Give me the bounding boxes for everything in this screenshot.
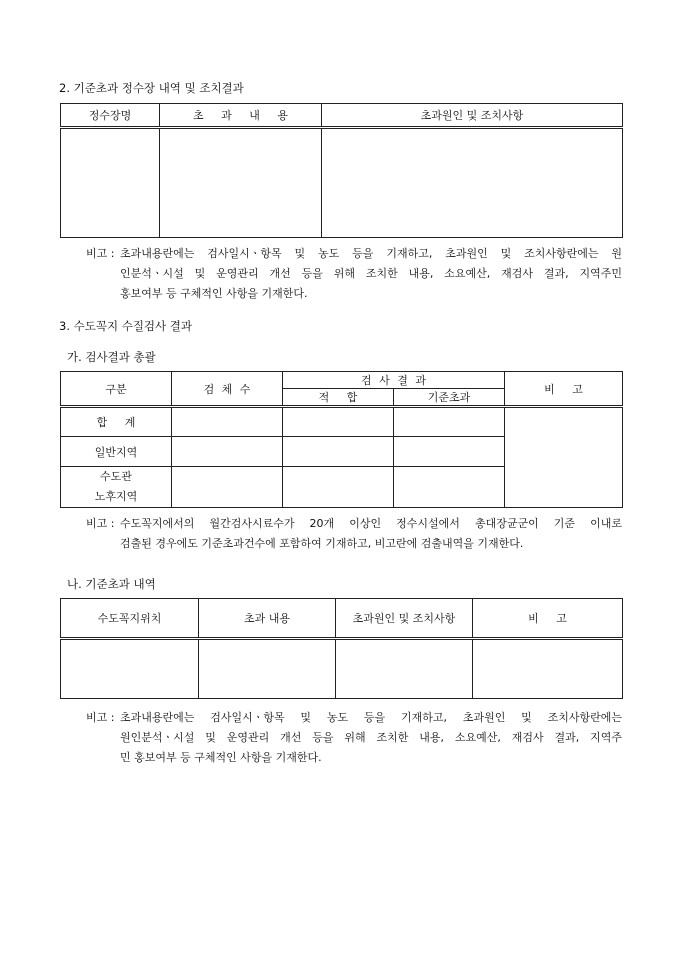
exceed-table	[60, 598, 623, 699]
cell-exceed-content[interactable]	[160, 128, 322, 238]
note-label: 비고 :	[86, 711, 115, 724]
header-exceed: 기준초과	[394, 389, 505, 407]
cell-remarks[interactable]	[473, 639, 623, 699]
header-pass: 적 합	[283, 389, 394, 407]
header-gubun: 구분	[61, 372, 172, 407]
header-remarks: 비 고	[505, 372, 623, 407]
note-line: 인분석ㆍ시설 및 운영관리 개선 등을 위해 조치한 내용, 소요예산, 재검사 결과, 지역주민	[120, 267, 622, 280]
note-label: 비고 :	[86, 517, 115, 530]
cell-total-exceed[interactable]	[394, 407, 505, 437]
cell-general-pass[interactable]	[283, 437, 394, 467]
cell-cause-action[interactable]	[336, 639, 473, 699]
row-label-general: 일반지역	[61, 437, 172, 467]
section3a-heading: 가. 검사결과 총괄	[67, 350, 156, 364]
note-line: 홍보여부 등 구체적인 사항을 기재한다.	[120, 287, 308, 300]
summary-table	[60, 371, 623, 508]
section3-heading: 3. 수도꼭지 수질검사 결과	[59, 319, 193, 333]
row-label-total: 합 계	[61, 407, 172, 437]
note-line: 원인분석ㆍ시설 및 운영관리 개선 등을 위해 조치한 내용, 소요예산, 재검사 결과, 지역주	[120, 731, 622, 744]
section3b-note	[86, 708, 622, 768]
note-label: 비고 :	[86, 247, 115, 260]
cell-remarks[interactable]	[505, 407, 623, 508]
note-line: 초과내용란에는 검사일시ㆍ항목 및 농도 등을 기재하고, 초과원인 및 조치사항란에는	[120, 711, 622, 724]
cell-plant-name[interactable]	[61, 128, 160, 238]
note-line: 검출된 경우에도 기준초과건수에 포함하여 기재하고, 비고란에 검출내역을 기재한다.	[120, 537, 524, 550]
section2-table	[60, 103, 623, 238]
header-exceed-content: 초 과 내 용	[160, 104, 322, 128]
cell-aged-count[interactable]	[172, 467, 283, 508]
header-test-result: 검 사 결 과	[283, 372, 505, 389]
cell-general-count[interactable]	[172, 437, 283, 467]
header-cause-action: 초과원인 및 조치사항	[322, 104, 623, 128]
section2-heading: 2. 기준초과 정수장 내역 및 조치결과	[59, 81, 244, 95]
cell-total-pass[interactable]	[283, 407, 394, 437]
cell-aged-pass[interactable]	[283, 467, 394, 508]
section3b-heading: 나. 기준초과 내역	[67, 577, 156, 591]
header-cause-action: 초과원인 및 조치사항	[336, 599, 473, 639]
cell-aged-exceed[interactable]	[394, 467, 505, 508]
row-label-aged-pipe	[61, 467, 172, 508]
cell-cause-action[interactable]	[322, 128, 623, 238]
cell-general-exceed[interactable]	[394, 437, 505, 467]
section3a-note	[86, 514, 622, 554]
section2-note	[86, 244, 622, 304]
cell-exceed-content[interactable]	[199, 639, 336, 699]
note-line: 초과내용란에는 검사일시ㆍ항목 및 농도 등을 기재하고, 초과원인 및 조치사항란에는 원	[120, 247, 622, 260]
note-line: 민 홍보여부 등 구체적인 사항을 기재한다.	[120, 751, 322, 764]
header-tap-location: 수도꼭지위치	[61, 599, 199, 639]
cell-total-count[interactable]	[172, 407, 283, 437]
row-label-aged-pipe-line2: 노후지역	[94, 490, 138, 503]
header-remarks: 비 고	[473, 599, 623, 639]
note-line: 수도꼭지에서의 월간검사시료수가 20개 이상인 정수시설에서 총대장균군이 기준 이내로	[120, 517, 622, 530]
header-plant-name: 정수장명	[61, 104, 160, 128]
header-sample-count: 검 체 수	[172, 372, 283, 407]
header-exceed-content: 초과 내용	[199, 599, 336, 639]
row-label-aged-pipe-line1: 수도관	[100, 470, 132, 483]
cell-tap-location[interactable]	[61, 639, 199, 699]
